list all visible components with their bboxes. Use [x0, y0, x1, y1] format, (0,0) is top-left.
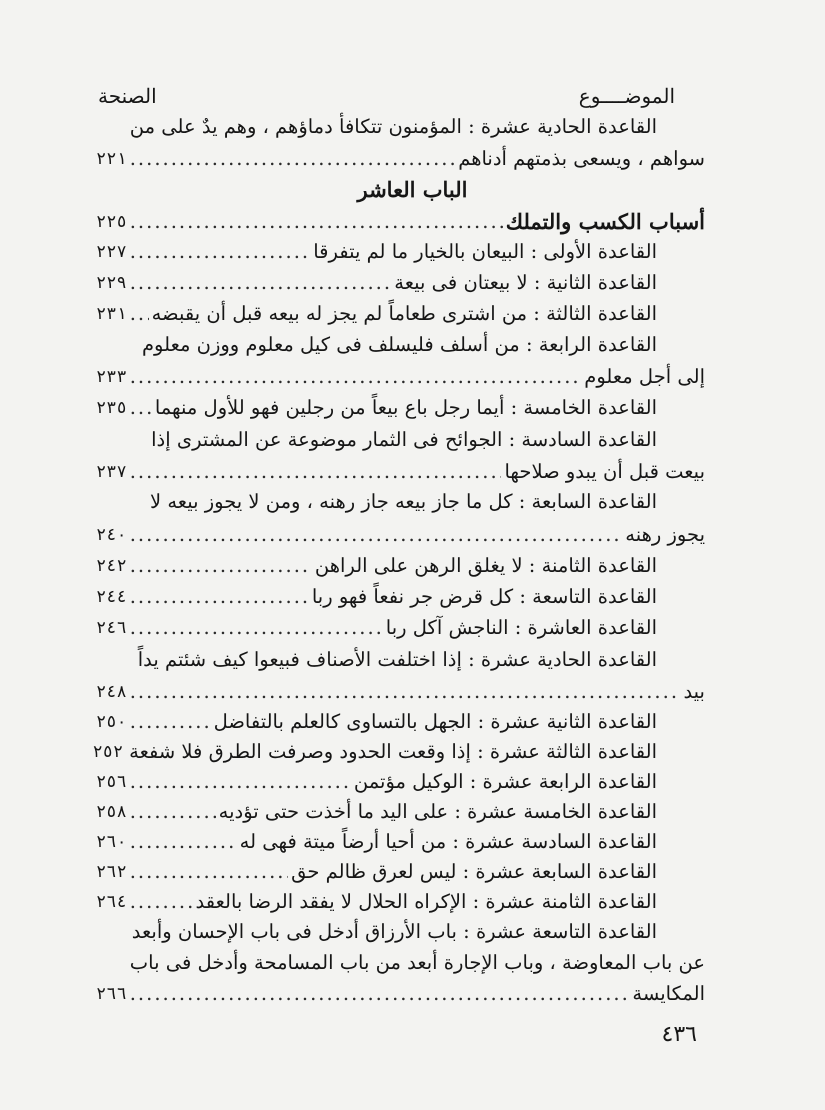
leader-dots: [130, 520, 623, 550]
leader-dots: [130, 268, 392, 298]
toc-page-number: ٢٦٠: [96, 832, 127, 852]
leader-dots: [130, 979, 630, 1009]
toc-entry-text: القاعدة الثالثة عشرة : إذا وقعت الحدود وصرفت الطرق فلا شفعة: [129, 740, 657, 763]
toc-page-number: ٢٦٢: [96, 862, 127, 882]
toc-entry: [96, 237, 657, 267]
toc-page-number: ٢٢١: [96, 149, 127, 169]
toc-page-number: ٢٣٥: [96, 398, 127, 418]
toc-page-number: ٢٥٢: [92, 742, 124, 762]
toc-entry: [96, 299, 657, 329]
toc-entry-text: القاعدة السادسة عشرة : من أحيا أرضاً ميتة فهى له: [239, 830, 657, 853]
toc-entry-text: بيعت قبل أن يبدو صلاحها: [504, 460, 705, 483]
folio-page-number: ٤٣٦: [661, 1022, 697, 1047]
toc-entry-text: القاعدة الثامنة : لا يغلق الرهن على الراهن: [314, 554, 657, 577]
toc-entry: [96, 551, 657, 581]
toc-page-number: ٢٥٨: [96, 802, 127, 822]
toc-entry: [96, 827, 657, 857]
leader-dots: [130, 393, 152, 423]
toc-entry: [96, 887, 657, 917]
toc-page-number: ٢٥٠: [96, 712, 127, 732]
toc-entry: [96, 582, 657, 612]
toc-page-number: ٢٤٤: [96, 587, 127, 607]
leader-dots: [130, 887, 193, 917]
toc-entry: [96, 457, 705, 487]
toc-entry: [96, 707, 657, 737]
toc-entry: [96, 112, 657, 142]
toc-page-number: ٢٥٦: [96, 772, 127, 792]
toc-entry-text: القاعدة العاشرة : الناجش آكل ربا: [385, 616, 657, 639]
leader-dots: [130, 767, 351, 797]
toc-entry-text: القاعدة الخامسة : أيما رجل باع بيعاً من رجلين فهو للأول منهما: [154, 396, 657, 419]
toc-entry: [96, 330, 657, 360]
leader-dots: [130, 362, 582, 392]
leader-dots: [130, 857, 288, 887]
toc-page-number: ٢٣٣: [96, 367, 127, 387]
toc-entry-text: القاعدة الحادية عشرة : إذا اختلفت الأصناف فبيعوا كيف شئتم يداً: [137, 648, 657, 671]
toc-entry-text: القاعدة التاسعة عشرة : باب الأرزاق أدخل فى باب الإحسان وأبعد: [131, 920, 657, 943]
toc-entry: [96, 979, 705, 1009]
toc-entry-text: عن باب المعاوضة ، وباب الإجارة أبعد من باب المسامحة وأدخل فى باب: [129, 951, 705, 974]
toc-page-number: ٢٤٠: [96, 525, 127, 545]
leader-dots: [130, 299, 149, 329]
toc-entry-text: القاعدة الثانية عشرة : الجهل بالتساوى كالعلم بالتفاضل: [213, 710, 657, 733]
toc-entry: [96, 144, 705, 174]
leader-dots: [130, 707, 211, 737]
toc-entry-text: القاعدة السابعة : كل ما جاز بيعه جاز رهنه ، ومن لا يجوز بيعه لا: [150, 490, 657, 513]
toc-entry: [96, 362, 705, 392]
toc-entry-text: المكايسة: [632, 982, 705, 1005]
header-topic-label: الموضــــوع: [578, 84, 675, 108]
toc-entry-text: سواهم ، ويسعى بذمتهم أدناهم: [458, 147, 705, 170]
toc-entry-text: القاعدة السادسة : الجوائح فى الثمار موضوعة عن المشترى إذا: [151, 428, 657, 451]
leader-dots: [130, 677, 681, 707]
leader-dots: [130, 457, 502, 487]
toc-entry: [96, 425, 657, 455]
toc-page-number: ٢٢٧: [96, 242, 127, 262]
toc-entry: [96, 268, 657, 298]
leader-dots: [130, 144, 456, 174]
toc-entry: [96, 520, 705, 550]
toc-page-number: ٢٤٢: [96, 556, 127, 576]
toc-entry-text: القاعدة الحادية عشرة : المؤمنون تتكافأ دماؤهم ، وهم يدٌ على من: [129, 115, 657, 138]
toc-entry-text: يجوز رهنه: [625, 523, 705, 546]
toc-entry-text: القاعدة الخامسة عشرة : على اليد ما أخذت حتى تؤديه: [218, 800, 657, 823]
toc-page-number: ٢٦٤: [96, 892, 127, 912]
toc-page-number: ٢٤٦: [96, 618, 127, 638]
toc-entry: [96, 677, 705, 707]
toc-entry-text: القاعدة الرابعة عشرة : الوكيل مؤتمن: [353, 770, 657, 793]
toc-entry-text: القاعدة الثامنة عشرة : الإكراه الحلال لا يفقد الرضا بالعقد: [195, 890, 657, 913]
toc-entry-text: إلى أجل معلوم: [584, 365, 705, 388]
leader-dots: [130, 827, 237, 857]
leader-dots: [130, 207, 503, 237]
leader-dots: [130, 237, 310, 267]
leader-dots: [130, 797, 216, 827]
toc-page-number: ٢٣٧: [96, 462, 127, 482]
toc-entry: [96, 487, 657, 517]
toc-page-number: ٢٤٨: [96, 682, 127, 702]
toc-entry-text: بيد: [683, 680, 705, 703]
chapter-title: الباب العاشر: [357, 177, 468, 202]
toc-entry: [96, 613, 657, 643]
toc-entry-text: القاعدة السابعة عشرة : ليس لعرق ظالم حق: [291, 860, 657, 883]
toc-entry: [96, 917, 657, 947]
leader-dots: [130, 582, 309, 612]
toc-entry-text: القاعدة الرابعة : من أسلف فليسلف فى كيل معلوم ووزن معلوم: [141, 333, 657, 356]
toc-entry-text: القاعدة التاسعة : كل قرض جر نفعاً فهو ربا: [311, 585, 657, 608]
leader-dots: [130, 551, 312, 581]
toc-page-number: ٢٣١: [96, 304, 127, 324]
section-heading: أسباب الكسب والتملك: [505, 209, 705, 234]
toc-page-number: ٢٢٥: [96, 212, 127, 232]
toc-entry-text: القاعدة الأولى : البيعان بالخيار ما لم يتفرقا: [313, 240, 657, 263]
toc-entry: [96, 767, 657, 797]
toc-entry-text: القاعدة الثالثة : من اشترى طعاماً لم يجز له بيعه قبل أن يقبضه: [151, 302, 657, 325]
toc-entry: [96, 393, 657, 423]
leader-dots: [130, 613, 383, 643]
toc-entry: [96, 797, 657, 827]
toc-entry: [96, 207, 705, 237]
toc-page-number: ٢٢٩: [96, 273, 127, 293]
toc-entry: [96, 645, 657, 675]
toc-page-number: ٢٦٦: [96, 984, 127, 1004]
toc-entry: [92, 737, 657, 767]
toc-entry: [96, 857, 657, 887]
toc-entry-text: القاعدة الثانية : لا بيعتان فى بيعة: [394, 271, 657, 294]
toc-entry: [96, 948, 705, 978]
header-page-label: الصنحة: [98, 84, 157, 108]
